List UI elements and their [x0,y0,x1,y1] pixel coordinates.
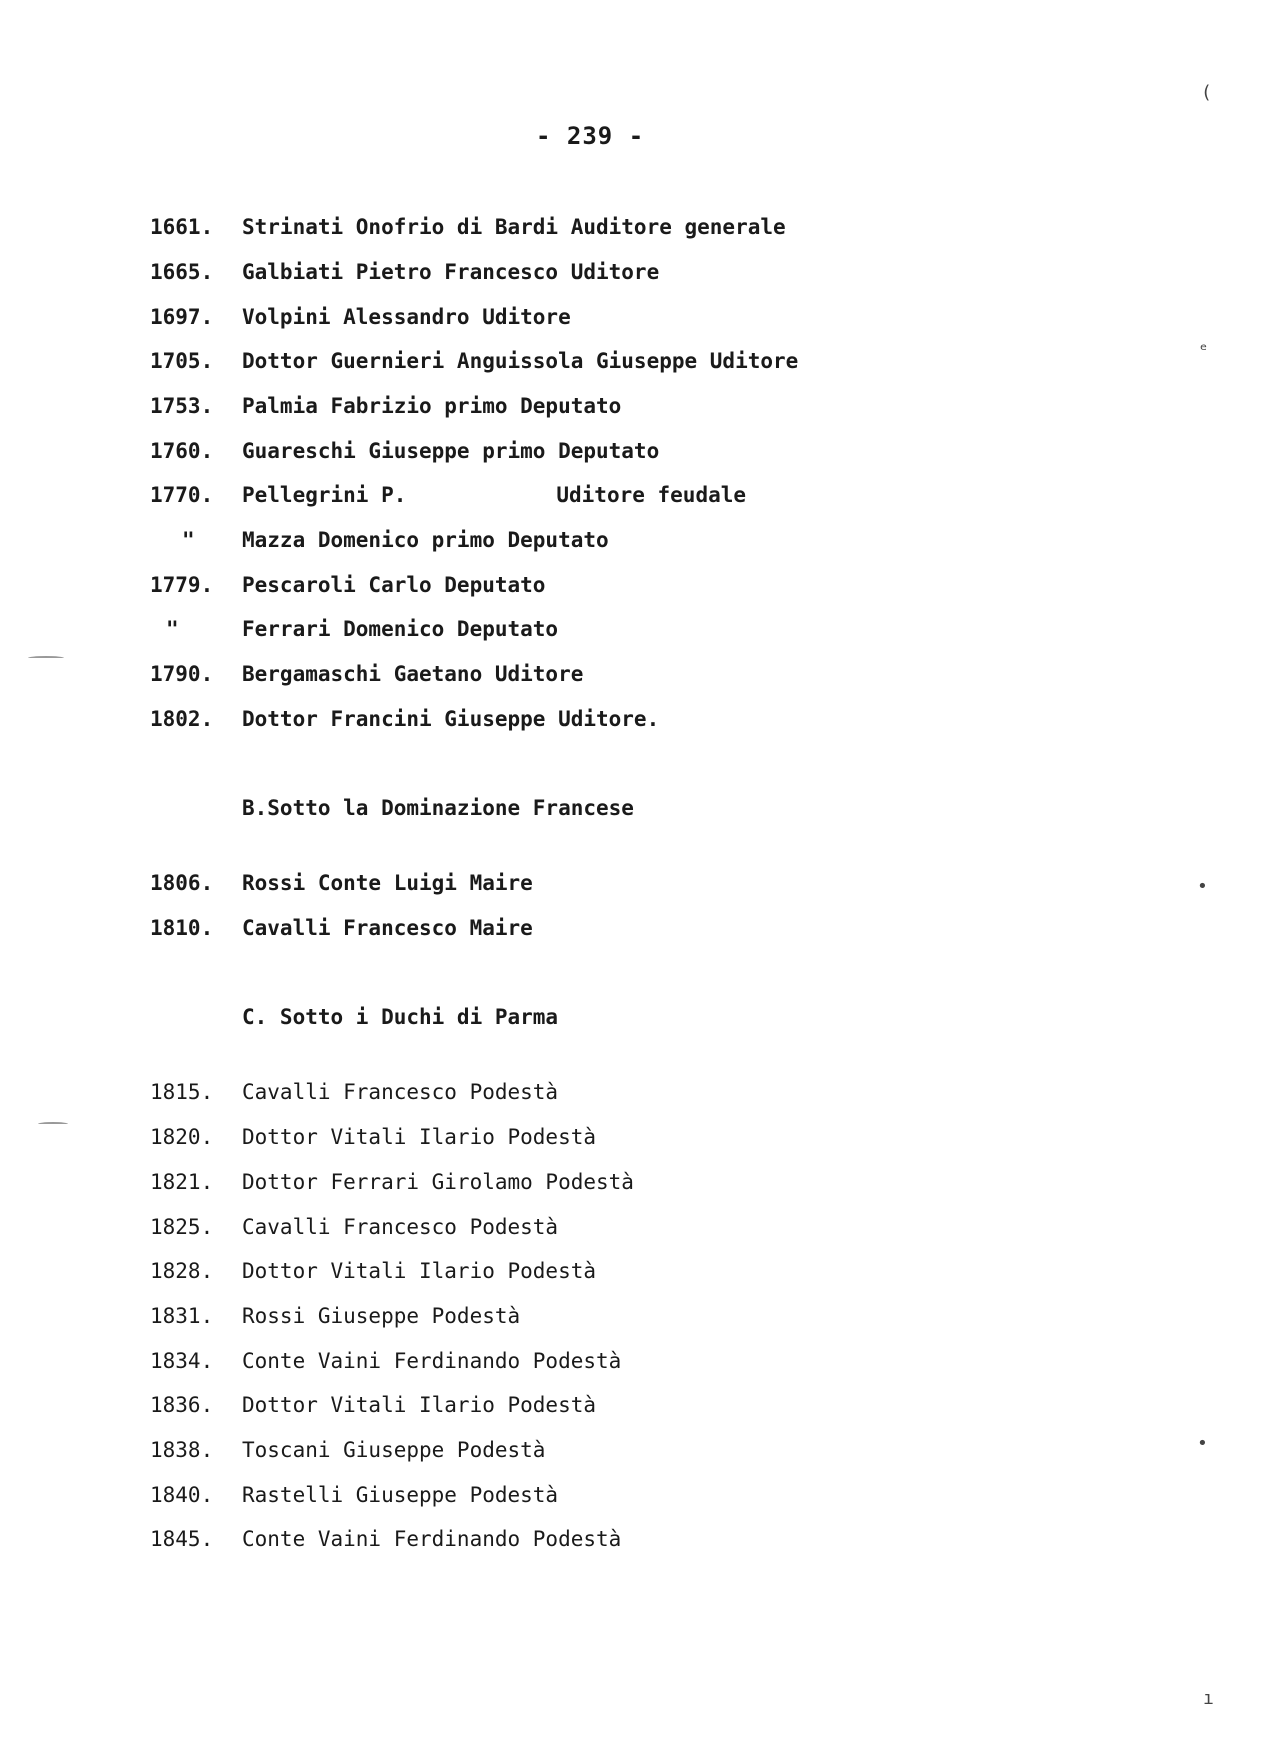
entry-text-group [242,480,746,510]
entry-text: Volpini Alessandro Uditore [242,305,571,329]
entry-year: 1815. [150,1080,214,1104]
entry-year: 1753. [150,394,214,418]
entry-text: Conte Vaini Ferdinando Podestà [242,1527,622,1551]
ditto-mark: " [166,617,179,641]
entry-year: 1820. [150,1125,214,1149]
ditto-mark: " [182,528,195,552]
entry-year: 1770. [150,483,214,507]
entry-text: Cavalli Francesco Maire [242,916,533,940]
entry-year: 1838. [150,1438,214,1462]
page-number: - 239 - [536,122,645,150]
scan-artifact: • [1197,1433,1208,1454]
entry-text: Galbiati Pietro Francesco Uditore [242,260,660,284]
entry-text: Cavalli Francesco Podestà [242,1080,559,1104]
entry-text: Dottor Vitali Ilario Podestà [242,1259,597,1283]
entry-year: 1840. [150,1483,214,1507]
entry-text: Palmia Fabrizio primo Deputato [242,394,622,418]
entry-text: Guareschi Giuseppe primo Deputato [242,439,660,463]
entry-text: Dottor Vitali Ilario Podestà [242,1125,597,1149]
entry-year: 1806. [150,871,214,895]
entry-text-role: Uditore feudale [556,483,747,507]
entry-year: 1834. [150,1349,214,1373]
entry-year: 1661. [150,215,214,239]
entry-text: Mazza Domenico primo Deputato [242,528,609,552]
entry-year: 1760. [150,439,214,463]
entry-text: Ferrari Domenico Deputato [242,617,559,641]
entry-text: Bergamaschi Gaetano Uditore [242,662,584,686]
entry-text: Rastelli Giuseppe Podestà [242,1483,559,1507]
entry-text: Cavalli Francesco Podestà [242,1215,559,1239]
entry-year: 1845. [150,1527,214,1551]
entry-text: Dottor Ferrari Girolamo Podestà [242,1170,634,1194]
entry-text: Dottor Vitali Ilario Podestà [242,1393,597,1417]
scan-artifact: ᵉ [1198,340,1209,361]
entry-year: 1836. [150,1393,214,1417]
entry-year: 1790. [150,662,214,686]
scan-artifact: • [1197,876,1208,897]
entry-text: Dottor Francini Giuseppe Uditore. [242,707,660,731]
entry-year: 1810. [150,916,214,940]
scan-artifact [28,656,64,660]
scan-artifact: ı [1203,1688,1214,1709]
entry-text: Toscani Giuseppe Podestà [242,1438,546,1462]
scan-artifact: ( [1201,82,1212,103]
entry-year: 1705. [150,349,214,373]
entry-text: Strinati Onofrio di Bardi Auditore generale [242,215,786,239]
entry-year: 1697. [150,305,214,329]
entry-text: Dottor Guernieri Anguissola Giuseppe Uditore [242,349,799,373]
entry-year: 1825. [150,1215,214,1239]
entry-year: 1831. [150,1304,214,1328]
entry-year: 1828. [150,1259,214,1283]
scan-artifact [38,1122,68,1126]
section-heading: B.Sotto la Dominazione Francese [242,796,634,820]
entry-year: 1821. [150,1170,214,1194]
entry-year: 1665. [150,260,214,284]
entry-year: 1779. [150,573,214,597]
entry-text: Rossi Conte Luigi Maire [242,871,533,895]
entry-text: Pellegrini P. [242,483,407,507]
entry-text: Pescaroli Carlo Deputato [242,573,546,597]
entry-text: Conte Vaini Ferdinando Podestà [242,1349,622,1373]
section-heading: C. Sotto i Duchi di Parma [242,1005,559,1029]
entry-year: 1802. [150,707,214,731]
entry-text: Rossi Giuseppe Podestà [242,1304,521,1328]
